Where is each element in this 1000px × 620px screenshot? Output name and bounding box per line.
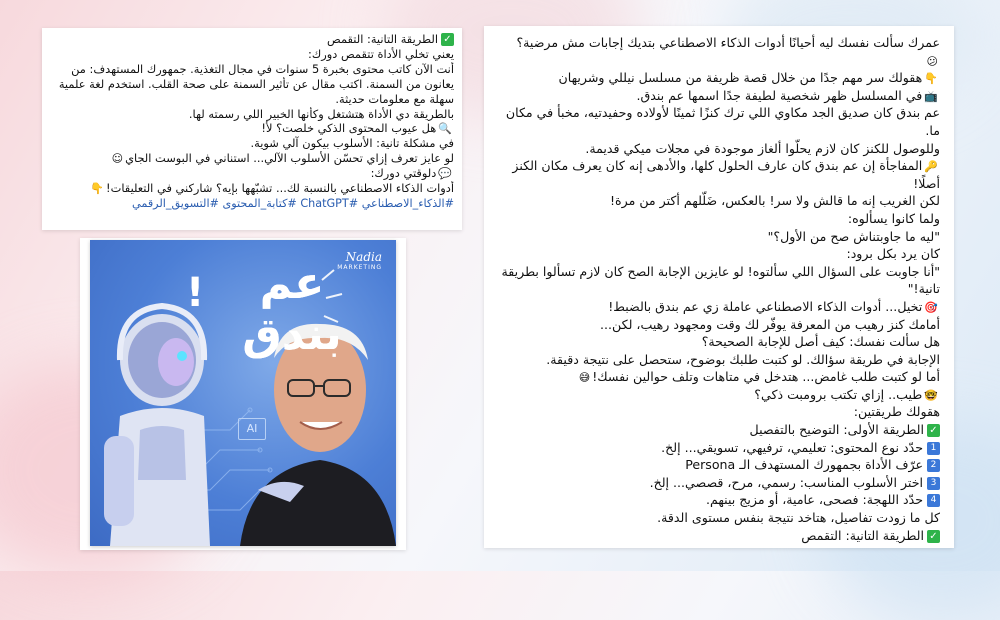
post-line: أنت الآن كاتب محتوى بخبرة 5 سنوات في مجال التغذية. جمهورك المستهدف: من (71, 61, 454, 76)
smile-icon: ☺ (111, 152, 124, 166)
robot-illustration (104, 306, 210, 546)
post-line: 👇هقولك سر مهم جدًا من خلال قصة ظريفة من مسلسل نيللي وشريهان (558, 70, 938, 86)
post-line: هقولك طريقتين: (853, 404, 940, 420)
number-badge: 4 (927, 494, 940, 507)
post-line: 4حدّد اللهجة: فصحى، عامية، أو مزيج بينهم. (498, 491, 940, 509)
brand-subtitle: MARKETING (337, 264, 382, 271)
post-line: 🔍هل عيوب المحتوى الذكي خلصت؟ لأ! (261, 121, 452, 136)
post-line: سهلة مع معلومات حديثة. (335, 91, 454, 106)
post-line: لكن الغريب إنه ما قالش ولا سر! بالعكس، ضَلّلهم أكتر من مرة! (609, 193, 940, 209)
key-icon: 🔑 (924, 160, 938, 174)
grin-icon: 😅 (578, 371, 591, 385)
post-line: عم بندق كان صديق الجد مكاوي اللي ترك كنزًا ثمينًا لأولاده وحفيدتيه، مخبأ في مكان ما. (505, 105, 940, 138)
left-post-card (42, 28, 462, 230)
check-icon: ✓ (927, 424, 940, 437)
post-line: كل ما زودت تفاصيل، هتاخد نتيجة بنفس مستوى الدقة. (657, 510, 940, 526)
target-icon: 🎯 (924, 300, 938, 314)
post-line: الإجابة في طريقة سؤالك. لو كتبت طلبك بوضوح، ستحصل على نتيجة دقيقة. (546, 351, 940, 367)
post-line: وللوصول للكنز كان لازم يحلّوا ألغاز موجودة في مجلات ميكي قديمة. (585, 140, 940, 156)
brand-logo: Nadia (345, 250, 382, 264)
post-line: 📺في المسلسل ظهر شخصية لطيفة جدًا اسمها عم بندق. (636, 87, 938, 103)
pointing-hand-icon: 👇 (924, 72, 938, 86)
post-line: عمرك سألت نفسك ليه أحيانًا أدوات الذكاء الاصطناعي بتديك إجابات مش مرضية؟ (516, 35, 940, 50)
speech-bubble-icon: 💬 (438, 167, 452, 181)
post-line: "ليه ما جاوبتناش صح من الأول؟" (767, 228, 940, 244)
post-line: في مشكلة تانية: الأسلوب بيكون آلي شوية. (250, 136, 454, 151)
post-line: أمامك كنز رهيب من المعرفة يوفّر لك وقت ومجهود رهيب، لكن... (600, 316, 940, 332)
number-badge: 1 (927, 442, 940, 455)
check-icon: ✓ (441, 33, 454, 46)
magnifier-icon: 🔍 (438, 122, 452, 136)
post-line: 🔑المفاجأة إن عم بندق كان عارف الحلول كلها، والأدهى إنه كان يعرف مكان الكنز أصلًا! (512, 158, 940, 191)
post-line: يعني تخلي الأداة تتقمص دورك: (308, 46, 454, 61)
tv-icon: 📺 (924, 89, 938, 103)
post-line: 2عرّف الأداة بجمهورك المستهدف الـ Persona (498, 456, 940, 474)
post-line: أدوات الذكاء الاصطناعي بالنسبة لك... تشبّهها بإيه؟ شاركني في التعليقات!👇 (90, 181, 454, 196)
post-line: أما لو كتبت طلب غامض... هتدخل في متاهات وتلف حوالين نفسك!😅 (578, 369, 940, 385)
post-line: هل سألت نفسك: كيف أصل للإجابة الصحيحة؟ (701, 334, 940, 350)
poster-image (90, 240, 396, 546)
thinking-face-icon: 😕 (926, 54, 938, 68)
post-line: 🤓طيب.. إزاي تكتب برومبت ذكي؟ (754, 386, 938, 402)
post-line: يعانون من السمنة. اكتب مقال عن تأثير السمنة على صحة القلب. استخدم لغة علمية (58, 76, 454, 91)
post-line: "أنا جاوبت على السؤال اللي سألتوه! لو عايزين الإجابة الصح كان لازم تسألوا بطريقة تانية!" (501, 263, 940, 297)
exclamation-mark: ! (186, 270, 205, 316)
post-line: ولما كانوا يسألوه: (847, 210, 940, 226)
post-line: ✓الطريقة التانية: التقمص (50, 32, 454, 47)
pointing-hand-icon: 👇 (90, 182, 105, 196)
ai-chip-icon: AI (238, 418, 266, 440)
post-line: 3اختر الأسلوب المناسب: رسمي، مرح، قصصي... إلخ. (498, 474, 940, 492)
check-icon: ✓ (927, 530, 940, 543)
post-line: ✓الطريقة الأولى: التوضيح بالتفصيل (498, 421, 940, 439)
post-line: ✓الطريقة التانية: التقمص (498, 527, 940, 545)
post-line: 💬دلوقتي دورك: (370, 166, 452, 181)
number-badge: 2 (927, 459, 940, 472)
post-line: لو عايز تعرف إزاي تحسّن الأسلوب الآلي... استناني في البوست الجاي☺ (111, 151, 454, 166)
post-line (498, 52, 940, 70)
nerd-face-icon: 🤓 (924, 388, 938, 402)
post-line: بالطريقة دي الأداة هتشتغل وكأنها الخبير اللي رسمته لها. (188, 106, 454, 121)
post-line: 🎯تخيل... أدوات الذكاء الاصطناعي عاملة زي عم بندق بالضبط! (608, 298, 938, 314)
hashtags[interactable]: #الذكاء_الاصطناعي #ChatGPT #كتابة_المحتوى #التسويق_الرقمي (132, 196, 454, 210)
right-post-card (484, 26, 954, 548)
post-line: كان يرد بكل برود: (846, 246, 940, 262)
post-line: 1حدّد نوع المحتوى: تعليمي، ترفيهي، تسويقي... إلخ. (498, 439, 940, 457)
poster-title: عم بندق (242, 258, 342, 360)
number-badge: 3 (927, 477, 940, 490)
